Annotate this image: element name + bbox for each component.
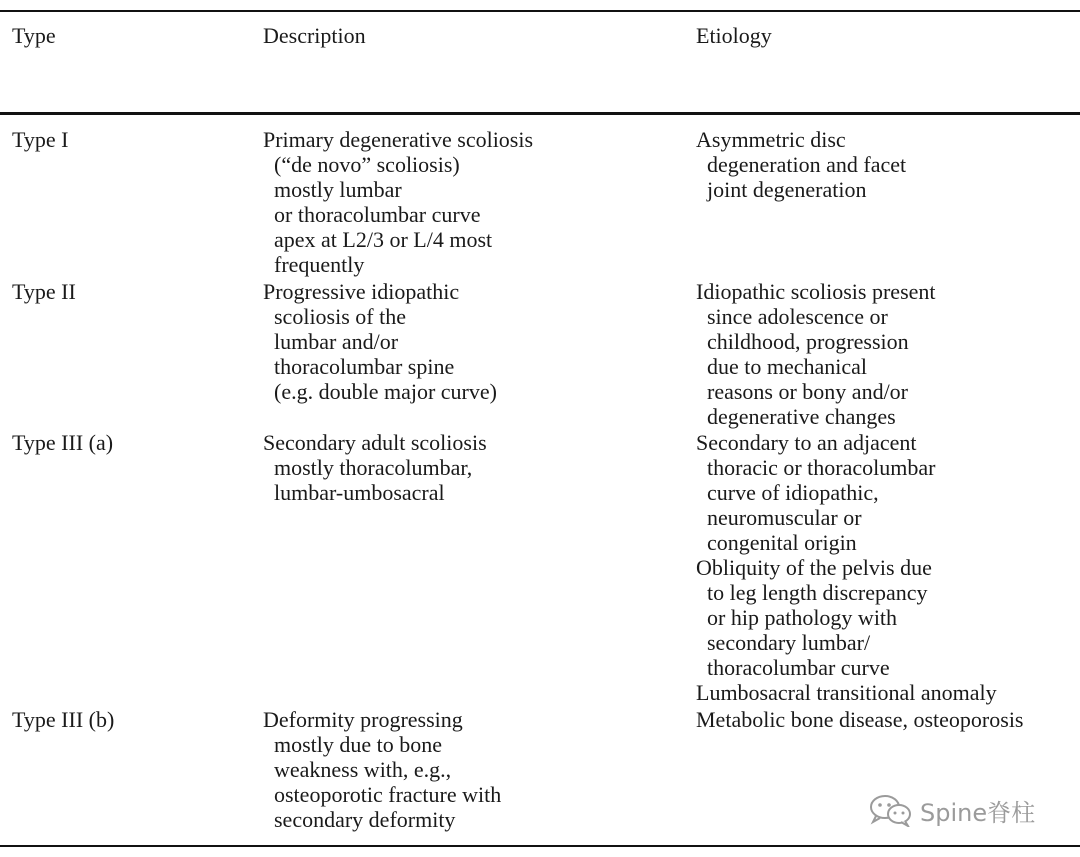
row-type: Type III (b) — [12, 707, 115, 732]
etiology-line: joint degeneration — [707, 177, 867, 202]
row-description — [263, 707, 501, 832]
etiology-line: thoracolumbar curve — [707, 655, 890, 680]
row-etiology — [696, 279, 936, 429]
wechat-icon — [868, 793, 914, 827]
description-line: lumbar and/or — [274, 329, 399, 354]
description-line: mostly due to bone — [274, 732, 443, 757]
row-description — [263, 279, 497, 404]
etiology-line: neuromuscular or — [707, 505, 862, 530]
etiology-line: since adolescence or — [707, 304, 888, 329]
description-line: mostly thoracolumbar, — [274, 455, 473, 480]
description-line: apex at L2/3 or L/4 most — [274, 227, 493, 252]
description-line: (e.g. double major curve) — [274, 379, 497, 404]
etiology-line: degenerative changes — [707, 404, 896, 429]
header-etiology: Etiology — [696, 23, 772, 48]
description-line: scoliosis of the — [274, 304, 406, 329]
description-line: Secondary adult scoliosis — [263, 430, 487, 455]
etiology-line: reasons or bony and/or — [707, 379, 909, 404]
etiology-line: Secondary to an adjacent — [696, 430, 917, 455]
etiology-line: Metabolic bone disease, osteoporosis — [696, 707, 1024, 732]
row-type: Type III (a) — [12, 430, 114, 455]
etiology-line: Obliquity of the pelvis due — [696, 555, 932, 580]
row-etiology — [696, 127, 906, 202]
description-line: weakness with, e.g., — [274, 757, 452, 782]
row-type: Type I — [12, 127, 69, 152]
description-line: Primary degenerative scoliosis — [263, 127, 534, 152]
row-etiology — [696, 430, 997, 705]
header-type: Type — [12, 23, 56, 48]
etiology-line: curve of idiopathic, — [707, 480, 879, 505]
watermark — [868, 790, 1035, 830]
description-line: mostly lumbar — [274, 177, 402, 202]
etiology-line: Asymmetric disc — [696, 127, 846, 152]
description-line: Progressive idiopathic — [263, 279, 460, 304]
description-line: or thoracolumbar curve — [274, 202, 481, 227]
header-description: Description — [263, 23, 366, 48]
etiology-line: secondary lumbar/ — [707, 630, 871, 655]
etiology-line: due to mechanical — [707, 354, 868, 379]
description-line: lumbar-umbosacral — [274, 480, 445, 505]
etiology-line: Lumbosacral transitional anomaly — [696, 680, 997, 705]
description-line: (“de novo” scoliosis) — [274, 152, 460, 177]
description-line: Deformity progressing — [263, 707, 463, 732]
description-line: secondary deformity — [274, 807, 456, 832]
etiology-line: Idiopathic scoliosis present — [696, 279, 936, 304]
row-description — [263, 430, 487, 505]
etiology-line: childhood, progression — [707, 329, 909, 354]
etiology-line: congenital origin — [707, 530, 857, 555]
description-line: thoracolumbar spine — [274, 354, 455, 379]
description-line: osteoporotic fracture with — [274, 782, 502, 807]
watermark-text: Spine脊柱 — [920, 798, 1036, 827]
table-top-rule — [0, 10, 1080, 12]
etiology-line: thoracic or thoracolumbar — [707, 455, 936, 480]
etiology-line: degeneration and facet — [707, 152, 907, 177]
etiology-line: or hip pathology with — [707, 605, 898, 630]
row-type: Type II — [12, 279, 76, 304]
table-header-rule — [0, 112, 1080, 115]
description-line: frequently — [274, 252, 365, 277]
row-description — [263, 127, 533, 277]
table-bottom-rule — [0, 845, 1080, 847]
etiology-line: to leg length discrepancy — [707, 580, 928, 605]
row-etiology — [696, 707, 1024, 732]
